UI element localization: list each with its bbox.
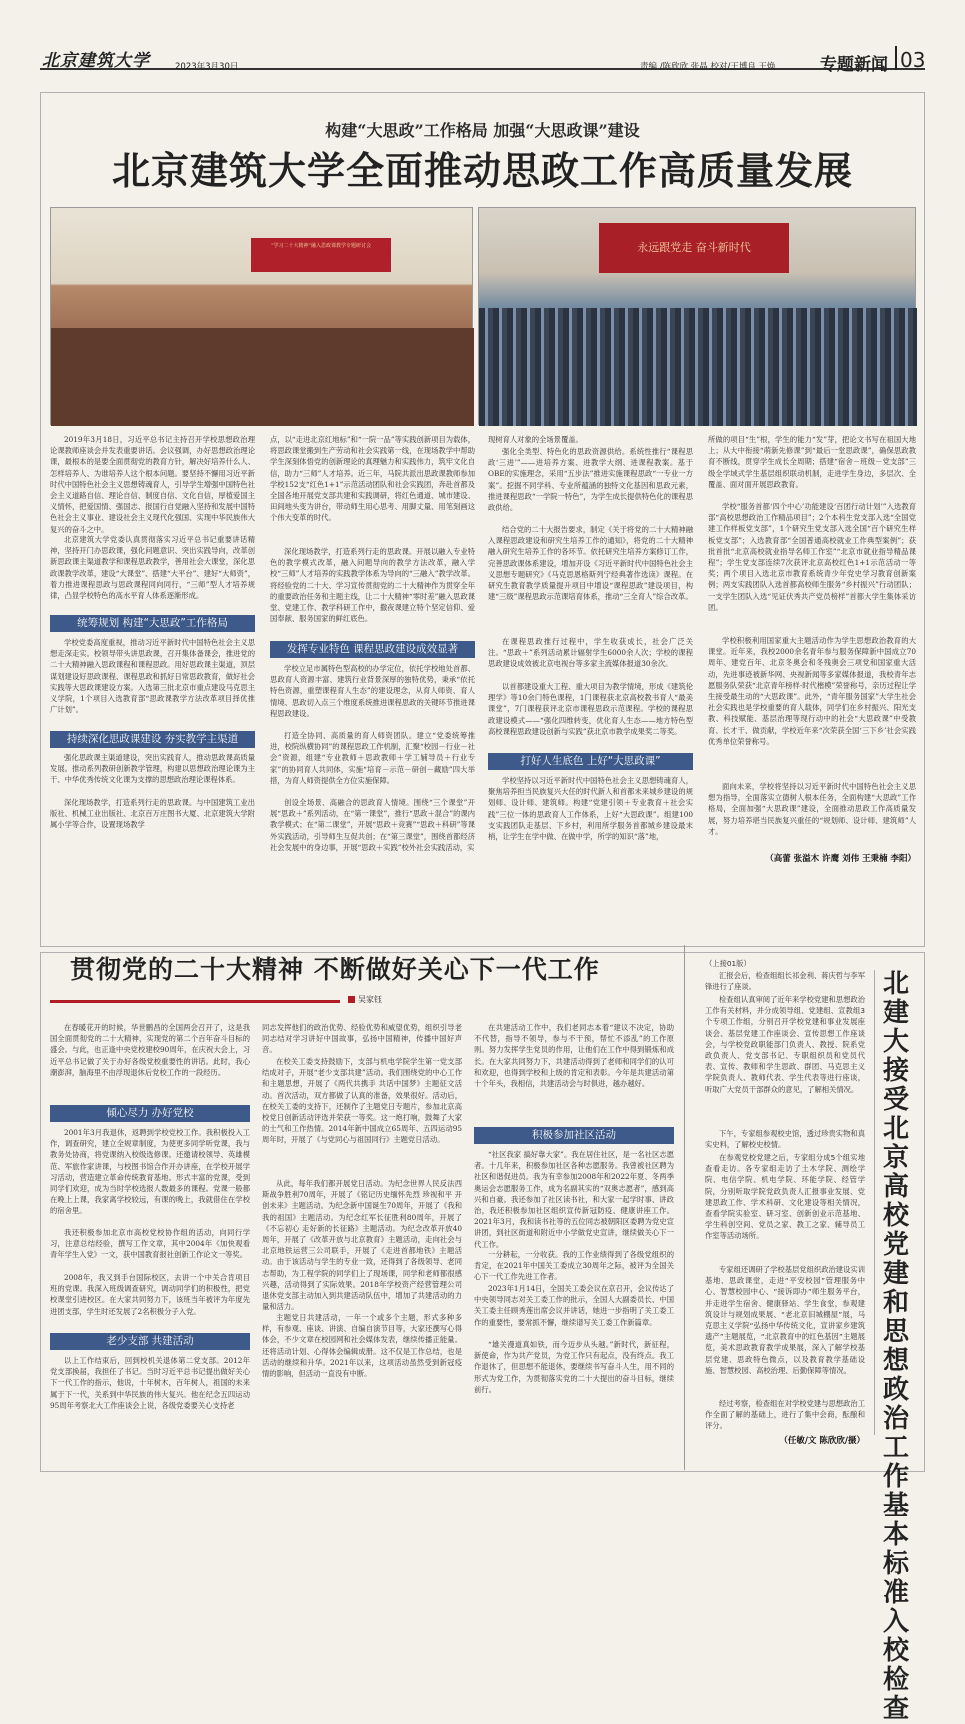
paragraph: 2001年3月我退休，返聘到学校党校工作。我积极投入工作，调查研究，建立全规章制度，为使更多同学听党课，我与教务处协商，将党课纳入校级选修课。还邀请校领导、英雄模范、军旅作家讲课，与校图书馆合作开办讲座，在学校开展学习活动，营造建立革命传统教育基地。形式丰富的党课，受到同学们欢迎，成为当时学校选报人数最多的课程。党课一般都在晚上上课，我家离学校较远，有课的晚上，我就借住在学校的宿舍里。 xyxy=(50,1128,250,1216)
subhead-7: 积极参加社区活动 xyxy=(474,1127,674,1144)
paragraph: 2023年1月14日，全国关工委会议在京召开，会议传达了中央领导同志对关工委工作的批示，全国人大副委员长、中国关工委主任顾秀莲出席会议并讲话，她进一步指明了关工委工作的重要性，要常抓不懈，继续谱写关工委工作新篇章。 xyxy=(474,1284,674,1327)
subhead-3: 发挥专业特色 课程思政建设成效显著 xyxy=(270,641,475,658)
paragraph: 学校党委高度重视，推动习近平新时代中国特色社会主义思想走深走实。校领导带头讲思政课，召开集体备课会，推进党的二十大精神融入思政课程和课程思政。用好思政课主渠道，顶层谋划建设好思政课程、课程思政和抓好日常思政教育，做好社会实践等大思政课建设方案。入选第三批北京市重点建设马克思主义学院，1个项目入选教育部“思政课教学方法改革项目择优推广计划”。 xyxy=(50,638,255,715)
top-col-3 xyxy=(488,434,693,865)
photo-seminar-banner: “学习二十大精神”融入思政课教学专题研讨会 xyxy=(251,238,391,272)
paragraph: 主题党日共建活动，一年一个或多个主题，形式多种多样，有参观、座谈、讲演、自编自演节目等，大家还撰写心得体会，不少文章在校园网和社会媒体发表，继续传播正能量。还将活动计划、心得体会编辑成册。这不仅是工作总结，也是活动的继续和升华。2021年以来，这项活动虽然受到新冠疫情的影响，但活动一直没有中断。 xyxy=(262,1313,462,1379)
paragraph: 以上工作结束后，回到校机关退体第二党支部。2012年党支部换届，我担任了书记。当时习近平总书记提出做好关心下一代工作的指示，他说，十年树木，百年树人，祖国的未来属于下一代，关系到中华民族的伟大复兴。他在纪念五四运动95周年考察北大工作座谈会上说，各级党委要关心支持老 xyxy=(50,1356,250,1410)
paragraph: 专家组还调研了学校基层党组织政治建设实训基地、思政课堂，走进“平安校园”管理服务中心、智慧校园中心、“接诉即办”师生服务平台，并走进学生宿舍、健康驿站、学生食堂，参观建筑设计与规划成果展、“老北京旧城棚屋”展，马克思主义学院“弘扬中华传统文化，宣讲家乡建筑遗产”主题展览，“北京教育中的红色基因”主题展览，美术思政教育教学成果展，深入了解学校基层党建、思政特色微点，以及教育教学基础设施、智慧校园、高校治理、后勤保障等情况。 xyxy=(705,1265,865,1375)
paragraph: 在参观党校党建之后，专家组分成5个组实地查看走访。各专家组走访了土木学院、测绘学院、电信学院、机电学院、环能学院、经管学院，分别听取学院党政负责人汇报事业发展、党建思政工作、学术科研、文化建设等相关情况，查看学院实验室、研习室、创新创业示范基地、学生科创空间、党员之家、教工之家、辅导员工作室等活动场所。 xyxy=(705,1153,865,1241)
paragraph: 从此，每年我们都开展党日活动。为纪念世界人民反法西斯战争胜利70周年，开展了《铭记历史缅怀先烈 珍视和平 开创未来》主题活动。为纪念新中国诞生70周年，开展了《我和我的祖国》主题活动。为纪念红军长征胜利80周年，开展了《不忘初心 走好新的长征路》主题活动。为纪念改革开放40周年，开展了《改革开放与北京教育》主题活动，走向社会与北京地铁运营三公司联手，开展了《走进首都地铁》主题活动。由于该活动与学生的专业一致，还得到了各级领导、老同志帮助，为工程学院的同学们上了现场课，同学和老师都很感兴趣，活动得到了实际效果。2018年学校资产经营管理公司退休党支部主动加入到共建活动队伍中，增加了共建活动的力量和活力。 xyxy=(262,1179,462,1312)
paragraph: 点，以“走进北京红地标”和“一院一品”等实践创新项目为载体，将思政课堂搬到生产劳动和社会实践第一线，在现场教学中帮助学生深刻体悟党的创新理论的真理魅力和实践伟力，筑牢文化自信，助力“三师”人才培养。近三年，马院共派出思政课教师参加学校152支“红色1+1”示范活动团队和社会实践团，奔赴首都及全国各地开展党支部共建和实践调研，将红色通道、城市建设、田间地头变为讲台，带动师生用心思考、用脚丈量、用笔刻画这个伟大变革的时代。 xyxy=(270,435,475,523)
author-credit xyxy=(348,994,382,1005)
top-col-1 xyxy=(50,434,255,842)
paragraph: 在课程思政推行过程中，学生收获成长，社会广泛关注。“思政＋”系列活动累计辐射学生6000余人次；学校的课程思政建设成效被北京电视台等多家主流媒体报道30余次。 xyxy=(488,637,693,669)
paragraph: 深化现场教学，打造系列行走的思政课。开展以融入专业特色的教学模式改革，融入问题导向的教学方法改革，融入学校“三师”人才培养的实践教学体系为导向的“三融入”教学改革。将经验党的二十大、学习宣传贯彻党的二十大精神作为贯穿全年的重要政治任务和主题主线，让二十大精神“零时差”融入思政课堂、党建工作、教学科研工作中，撒夜课建立特个坚定信仰、爱国奉献、服务国家的鲜红底色。 xyxy=(270,547,475,624)
paragraph: 现树育人对象的全场景覆盖。 xyxy=(488,435,583,444)
paragraph: 2008年，我又到手台国际校区，去讲一个中关合肯项目班的党课。我深入班级调查研究，调动同学们的积极性，把党校课堂引进校区。在大家共同努力下，该班当年被评为年度先进团支部，学生时还发展了2名积极分子入党。 xyxy=(50,1273,250,1316)
paragraph: 北京建筑大学党委认真贯彻落实习近平总书记重要讲话精神，坚持开门办思政课，强化问题意识、突出实践导向，改革创新思政课主渠道教学和课程思政教学，善用社会大课堂，深化思政课教学改革，建设“大课堂”、搭建“大平台”、建好“大师资”，着力推进课程思政与思政课程同向同行，“三师”型人才培养规律，凸显学校特色的高水平育人体系逐渐形成。 xyxy=(50,535,255,601)
bottom-col-2 xyxy=(262,1022,462,1402)
subhead-2: 持续深化思政课建设 夯实教学主渠道 xyxy=(50,731,255,748)
author-name: 吴家钰 xyxy=(358,995,382,1004)
continued-note: （上接01版） xyxy=(705,959,751,968)
paragraph: 打造全协同、高质量的育人师资团队。建立“党委统筹推进，校院纵横协同”的课程思政工作机制，汇聚“校园－行业－社会”资源，组建“专业教师＋思政教师＋学工辅导员＋行业专家”的协同育人共同体，实施“培育－示范－研创－藏励”四大举措，为育人师资提供全方位实施保障。 xyxy=(270,731,475,785)
paragraph: 所做的项目“生”根，学生的能力“发”芽，把论文书写在祖国大地上；从大中衔接“萌新先修课”到“最后一堂思政课”，确保思政教育不断线，贯穿学生成长全周期；搭建“宿舍－班级－党支部”三级全学域式学生基层组织联动机制，走进学生身边，多层次、全覆盖、面对面开展思政教育。 xyxy=(708,435,916,489)
top-story-byline: （高蕾 张溢木 许鹰 刘伟 王秉楠 李阳） xyxy=(765,854,916,864)
top-col-4 xyxy=(708,434,916,864)
paragraph: “雄关漫道真如铁，而今迈步从头越。”新时代，新征程，新使命，作为共产党员，为党工作只有起点，没有终点。我工作退休了，但思想不能退休，要继续书写奋斗人生，用不同的形式为党工作，为贯彻落实党的二十大提出的奋斗目标，继续前行。 xyxy=(474,1340,674,1394)
paragraph: 创设全场景、高融合的思政育人情境。围绕“三个课堂”开展“思政＋”系列活动，在“第一课堂”，推行“思政＋混合”的课内教学模式；在“第二课堂”，开展“思政＋竞赛”“思政＋科研”等课外实践活动，引导师生互促共创；在“第三课堂”，围绕首都经济社会发展中的身边事，开展“思政＋实践”校外社会实践活动，实 xyxy=(270,798,475,852)
top-story-headline: 北京建筑大学全面推动思政工作高质量发展 xyxy=(111,149,853,193)
paragraph: 经过考察，检查组在对学校党建与思想政治工作全面了解的基础上，进行了集中会商，酝酿和评分。 xyxy=(705,1399,865,1431)
bottom-col-1 xyxy=(50,1022,250,1433)
paragraph: 学校“服务首都‘四个中心’功能建设‘百团行动计划’”入选教育部“高校思想政治工作精品项目”；2个本科生党支部入选“全国党建工作样板党支部”，1个研究生党支部入选全国“百个研究生样板党支部”；入选教育部“全国普通高校就业工作典型案例”；获批首批“北京高校就业指导名师工作室”“北京市就业指导精品课程”；学生党支部连续7次获评北京高校红色1+1示范活动一等奖；两个项目入选北京市教育系统青少年党史学习教育创新案例；两支实践团队入选首都高校师生服务“乡村振兴”行动团队；一支学生团队入选“见证伏秀共产党员榜样”首都大学生集体采访团。 xyxy=(708,502,916,612)
photo-auditorium-audience xyxy=(479,308,917,426)
photo-seminar-table xyxy=(51,328,474,426)
paragraph: 一分耕耘，一分收获。我的工作业绩得到了各级党组织的肯定，在2021年中国关工委成立30周年之际，被评为全国关心下一代工作先进工作者。 xyxy=(474,1250,674,1282)
paragraph: 2019年3月18日，习近平总书记主持召开学校思想政治理论课教师座谈会并发表重要讲话。会议强调，办好思想政治理论课，最根本的是要全面贯彻党的教育方针，解决好培养什么人、怎样培养人、为谁培养人这个根本问题。要坚持不懈用习近平新时代中国特色社会主义思想铸魂育人，引导学生增强中国特色社会主义道路自信、理论自信、制度自信、文化自信，厚植爱国主义情怀，把爱国情、强国志、报国行自觉融入坚持和发展中国特色社会主义事业、建设社会主义现代化强国、实现中华民族伟大复兴的奋斗之中。 xyxy=(50,435,255,534)
headline-rule xyxy=(50,1000,340,1003)
bottom-col-3 xyxy=(474,1022,674,1395)
paragraph: 强化思政课主渠道建设，突出实践育人，推动思政课高质量发展。推动系列教研创新教学管理，构建以思想政治理论课为主干、中华优秀传统文化课为支撑的思想政治理论课程体系。 xyxy=(50,753,255,785)
side-story-body xyxy=(705,958,865,1446)
section-title: 专题新闻 xyxy=(820,55,888,75)
paragraph: 我还积极参加北京市高校党校协作组的活动，向同行学习，注意总结经验，撰写工作文章，其中2004年《加快观看青年学生入党》一文，获中国教育报社创新工作论文一等奖。 xyxy=(50,1228,250,1260)
column-divider xyxy=(684,945,685,1470)
editor-credits: 责编 /陈欣欣 张晶 校对/王博良 王焕 xyxy=(640,62,776,72)
bottom-story-headline: 贯彻党的二十大精神 不断做好关心下一代工作 xyxy=(70,955,600,984)
paragraph: 在校关工委支持鼓励下，支部与机电学院学生第一党支部结成对子，开展“老少支部共建”活动。我们围绕党的中心工作和主题思想，开展了《两代共携手 共话中国梦》主题征文活动。首次活动，双方都做了认真的准备，效果很好。活动后，在校关工委的支持下，还制作了主题党日专题片，参加北京高校党日创新活动评选并荣获一等奖。这一炮打响，鼓舞了大家的士气和工作热情。2014年新中国成立65周年、五四运动95周年时，开展了《与党同心与祖国同行》主题党日活动。 xyxy=(262,1057,462,1145)
side-story-byline: （任敏/文 陈欣欣/摄） xyxy=(779,1436,865,1446)
paragraph: 同志发挥他们的政治优势、经验优势和威望优势，组织引导老同志结对学习讲好中国故事，弘扬中国精神，传播中国好声音。 xyxy=(262,1023,462,1055)
paragraph: 以首都建设重大工程、重大项目为教学情境，形成《建筑伦理学》等10余门特色课程，1门课程获北京高校教书育人“最美课堂”，7门课程获评北京市课程思政示范课程。学校的课程思政建设模式——“强化四维转变，优化育人生态——地方特色型高校课程思政建设创新与实践”获北京市教学成果奖二等奖。 xyxy=(488,682,693,736)
top-story-kicker: 构建“大思政”工作格局 加强“大思政课”建设 xyxy=(325,121,640,140)
paragraph: 下午，专家组参观校史馆，透过珍贵实物和真实史料，了解校史校情。 xyxy=(705,1129,865,1150)
paragraph: 深化现场教学，打造系列行走的思政课。与中国建筑工业出版社、机械工业出版社、北京百万庄图书大厦、北京建筑大学附属小学等合作，设置现场教学 xyxy=(50,798,255,830)
subhead-5: 倾心尽力 办好党校 xyxy=(50,1105,250,1122)
top-col-2 xyxy=(270,434,475,887)
paragraph: 在春暖花开的时候，华世鹏昌的全国两会召开了，这是我国全面贯彻党的二十大精神，实现党的第二个百年奋斗目标的盛会。与此，也正逢中央党校建校90周年，在庆祝大会上，习近平总书记做了关于办好各级党校重要性的讲话。此时，我心潮澎湃，脑海里不由浮现退休后党校工作的一段经历。 xyxy=(50,1023,250,1077)
paragraph: 学校坚持以习近平新时代中国特色社会主义思想铸魂育人，聚焦培养担当民族复兴大任的时代新人和首都未来城乡建设的规划师、设计师、建筑师。构建“党建引领＋专业教育＋社会实践”三位一体的思政育人工作体系，上好“大思政课”。组建100支实践团队走基层、下乡村，利用所学服务首都城乡建设最末梢，让学生在学中做、在做中学，所学的知识“落”地， xyxy=(488,776,693,842)
masthead-separator xyxy=(895,46,897,70)
side-story-vertical-title: 北建大接受北京高校党建和思想政治工作基本标准入校检查 xyxy=(882,969,909,1724)
paragraph: “社区我家 搞好靠大家”。我在居住社区，是一名社区志愿者。十几年来，积极参加社区各种志愿服务。我曾被社区聘为社区和谐促进员。我为有幸参加2008年和2022年夏、冬两季奥运会志愿服务工作，成为名副其实的“双奥志愿者”，感到高兴和自豪。我还参加了社区读书社，和大家一起学时事、讲政治，我还积极参加社区组织宣传新冠防疫、健康讲座工作。2021年3月，我和读书社等的五位同志被朝阳区委聘为党史宣讲团，到社区街道和附近中小学做党史宣讲，继续做关心下一代工作。 xyxy=(474,1150,674,1249)
photo-auditorium xyxy=(478,207,916,425)
photo-seminar xyxy=(50,207,473,425)
page-number: 03 xyxy=(900,48,926,72)
paragraph: 汇报会后，检查组组长祁金利、蒋庆哲与李军锋进行了座谈。 xyxy=(705,971,865,992)
paragraph: 学校立足市属特色型高校的办学定位，依托学校地处首都、思政育人资源丰富、建筑行业背景深厚的独特优势，秉承“依托特色资源，重塑课程育人生态”的建设理念，从育人师资、育人情境、思政切入点三个维度系统推进课程思政的关键环节推进课程思政建设。 xyxy=(270,664,475,718)
paragraph: 在共建活动工作中，我们老同志本着“建议不决定，协助不代替，指导不领导，参与不干预，帮忙不添乱”的工作原则。努力发挥学生党员的作用，让他们在工作中得到锻炼和成长。在大家共同努力下，共建活动得到了老师和同学们的认可和欢迎，也得到学校和上级的肯定和表彰。今年是共建活动第十个年头，我相信，共建活动会与时俱进，越办越好。 xyxy=(474,1023,674,1089)
paragraph: 结合党的二十大报告要求，制定《关于将党的二十大精神融入课程思政建设和研究生培养工作的通知》，将党的二十大精神融入研究生培养工作的各环节。依托研究生培养方案修订工作，完善思政课体系建设，增加开设《习近平新时代中国特色社会主义思想专题研究》《马克思恩格斯列宁经典著作选读》课程。在研究生教育教学质量提升项目中增设“课程思政”建设项目，构建“三级”课程思政示范课培育体系，推动“三全育人”综合改革。 xyxy=(488,525,693,602)
subhead-1: 统筹规划 构建“大思政”工作格局 xyxy=(50,615,255,632)
photo-auditorium-banner: 永远跟党走 奋斗新时代 xyxy=(599,223,789,273)
newspaper-logo: 北京建筑大学 xyxy=(42,51,150,71)
subhead-4: 打好人生底色 上好“大思政课” xyxy=(488,753,693,770)
side-title-divider xyxy=(874,970,875,1435)
issue-date: 2023年3月30日 xyxy=(175,62,239,72)
masthead-rule xyxy=(40,44,925,70)
paragraph: 检查组认真审阅了近年来学校党建和思想政治工作有关材料，并分成领导组、党建组、宣教组3个专项工作组，分别召开学校党建和事业发展座谈会、基层党建工作座谈会、宣传思想工作座谈会，与学校党政职能部门负责人、教授、院系党政负责人、党支部书记、专职组织员和党员代表、宣传、教师和学生思政、群团、马克思主义学院负责人、教师代表、学生代表等进行座谈，听取广大党员干部群众的意见，了解相关情况。 xyxy=(705,995,865,1094)
paragraph: 学校积极利用国家重大主题活动作为学生思想政治教育的大课堂。近年来，我校2000余名青年参与服务保障新中国成立70周年、建党百年、北京冬奥会和冬残奥会三项党和国家重大活动，先进事迹被新华网、央视新闻等多家媒体报道，我校青年志愿服务队荣获“北京青年榜样·时代楷模”荣誉称号，亲历过程让学生接受最生动的“大思政课”。此外，“青年服务国家”大学生社会社会实践也是学校重要的育人载体，同学们在乡村振兴、阳光支教、科技赋能、基层治理等现行动中的社会“大思政课”中受教育、长才干、做贡献，学校近年来“次荣获全国‘三下乡’社会实践优秀单位荣誉称号。 xyxy=(708,636,916,746)
subhead-6: 老少支部 共建活动 xyxy=(50,1333,250,1350)
author-marker-icon xyxy=(348,996,355,1003)
paragraph: 强化全类型、特色化的思政资源供给。系统性推行“课程思政‘三进’”——进培养方案、进教学大纲、进课程教案。基于OBE的实施理念，采用“五步法”推进实施课程思政“一专业一方案”。挖掘不同学科、专业所蕴涵的独特文化基因和思政元素，推进课程思政“一学院一特色”，为学生成长提供特色化的课程思政供给。 xyxy=(488,447,693,513)
paragraph: 面向未来，学校将坚持以习近平新时代中国特色社会主义思想为指导，全面落实立德树人根本任务，全面构建“大思政”工作格局，全面加强“大思政课”建设，全面推动思政工作高质量发展，努力培养堪当民族复兴重任的“规划师、设计师、建筑师”人才。 xyxy=(708,782,916,836)
